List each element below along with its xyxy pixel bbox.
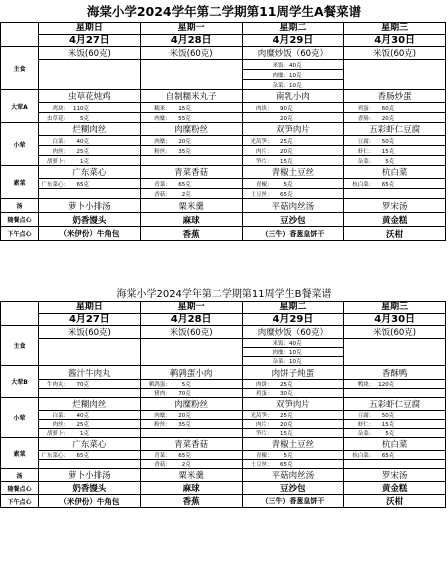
ingredient: 广东菜心： 65克 — [39, 179, 141, 189]
ingredient: 杂菜： 5克 — [344, 429, 446, 438]
ingredient — [344, 189, 446, 199]
menu-a-title: 海棠小学2024学年第二学期第11周学生A餐菜谱 — [86, 4, 362, 19]
ingredient: 青菜： 65克 — [140, 451, 242, 460]
dish: 罗宋汤 — [344, 199, 446, 213]
dish: 青菜香菇 — [140, 166, 242, 179]
ingredient: 白菜： 40克 — [39, 136, 141, 146]
dish: 香肠炒蛋 — [344, 90, 446, 103]
ingredient: 光莴笋： 25克 — [242, 136, 344, 146]
ingredient: 虾仁： 15克 — [344, 146, 446, 156]
day-header: 星期三 — [344, 302, 446, 314]
row-label-main: 大荤A — [1, 90, 39, 123]
ingredient: 杂菜：10克 — [242, 357, 344, 366]
dish: 豆沙包 — [242, 213, 344, 227]
dish: 黄金糕 — [344, 213, 446, 227]
ingredient: 鹌鹑蛋： 5克 — [140, 380, 242, 389]
ingredient: 肉糜：10克 — [242, 70, 344, 80]
ingredient: 肉丝： 25克 — [39, 146, 141, 156]
day-header: 星期二 — [242, 23, 344, 35]
dish: 肉糜粉丝 — [140, 398, 242, 411]
dish: 香蕉 — [140, 227, 242, 241]
day-header: 星期日 — [39, 302, 141, 314]
ingredient: 土豆丝： 65克 — [242, 460, 344, 469]
day-header: 星期三 — [344, 23, 446, 35]
dish: 双笋肉片 — [242, 123, 344, 136]
ingredient: 青椒： 5克 — [242, 179, 344, 189]
ingredient: 香肠： 20克 — [344, 113, 446, 123]
menu-a-table — [0, 22, 446, 241]
date-header: 4月28日 — [140, 314, 242, 326]
ingredient: 鸡块： 110克 — [39, 103, 141, 113]
date-header: 4月30日 — [344, 314, 446, 326]
ingredient: 胡萝卜： 1克 — [39, 156, 141, 166]
dish: 香酥鸭 — [344, 366, 446, 380]
dish: 黄金糕 — [344, 482, 446, 495]
dish: 沃柑 — [344, 495, 446, 508]
dish: 平菇肉丝汤 — [242, 199, 344, 213]
ingredient: 肉片： 20克 — [242, 146, 344, 156]
ingredient: 虫草花： 5克 — [39, 113, 141, 123]
dish: 米饭(60克) — [39, 326, 141, 339]
ingredient: 肉糜： 20克 — [140, 411, 242, 420]
ingredient: 杂菜：10克 — [242, 80, 344, 90]
dish: 杭白菜 — [344, 166, 446, 179]
row-label-staple: 主食 — [1, 47, 39, 90]
ingredient — [39, 460, 141, 469]
dish: 香蕉 — [140, 495, 242, 508]
ingredient: 香菇： 2克 — [140, 189, 242, 199]
dish: 虫草花炖鸡 — [39, 90, 141, 103]
ingredient: 鸡蛋： 30克 — [242, 389, 344, 398]
ingredient: 猪肉： 70克 — [140, 389, 242, 398]
ingredient — [39, 389, 141, 398]
ingredient: 豆腐： 50克 — [344, 411, 446, 420]
row-label-side: 小荤 — [1, 123, 39, 166]
dish: 南乳小肉 — [242, 90, 344, 103]
dish: 青椒土豆丝 — [242, 438, 344, 451]
ingredient — [344, 389, 446, 398]
ingredient: 香菇： 2克 — [140, 460, 242, 469]
dish: 五彩虾仁豆腐 — [344, 123, 446, 136]
date-header: 4月27日 — [39, 314, 141, 326]
ingredient: 豆腐： 50克 — [344, 136, 446, 146]
dish: 米饭(60克) — [140, 47, 242, 60]
day-header: 星期日 — [39, 23, 141, 35]
dish: 平菇肉丝汤 — [242, 469, 344, 482]
dish: 广东菜心 — [39, 166, 141, 179]
day-header: 星期一 — [140, 23, 242, 35]
ingredient: 肉块： 90克 — [242, 103, 344, 113]
ingredient: 胡萝卜： 1克 — [39, 429, 141, 438]
ingredient: 肉糜： 55克 — [140, 113, 242, 123]
ingredient: 20克 — [242, 113, 344, 123]
dish: 奶香馒头 — [39, 482, 141, 495]
ingredient — [140, 156, 242, 166]
dish: 罗宋汤 — [344, 469, 446, 482]
ingredient: 粉丝： 35克 — [140, 420, 242, 429]
dish: 肉糜炒饭（60克） — [242, 326, 344, 339]
ingredient: 笋片： 15克 — [242, 429, 344, 438]
dish: 双笋肉片 — [242, 398, 344, 411]
dish: 鹌鹑蛋小肉 — [140, 366, 242, 380]
dish: 奶香馒头 — [39, 213, 141, 227]
row-label-veg: 素菜 — [1, 438, 39, 469]
dish: 粟米羹 — [140, 469, 242, 482]
ingredient: 杭白菜： 65克 — [344, 179, 446, 189]
dish: 杭白菜 — [344, 438, 446, 451]
dish: （三牛）香葱皇饼干 — [242, 495, 344, 508]
row-label-side: 小荤 — [1, 398, 39, 438]
row-label-snack-meal: 随餐点心 — [1, 213, 39, 227]
date-header: 4月28日 — [140, 35, 242, 47]
dish: 自制糯米丸子 — [140, 90, 242, 103]
dish: 肉糜炒饭（60克） — [242, 47, 344, 60]
ingredient: 米饭：40克 — [242, 60, 344, 70]
dish: 青菜香菇 — [140, 438, 242, 451]
dish: （三牛）香葱皇饼干 — [242, 227, 344, 241]
menu-b-table — [0, 301, 446, 508]
dish: 萝卜小排汤 — [39, 199, 141, 213]
ingredient: 肉丝： 25克 — [39, 420, 141, 429]
date-header: 4月30日 — [344, 35, 446, 47]
corner-cell — [1, 23, 39, 47]
row-label-main: 大荤B — [1, 366, 39, 398]
dish: （米伊份）牛角包 — [39, 495, 141, 508]
ingredient: 虾仁： 15克 — [344, 420, 446, 429]
date-header: 4月29日 — [242, 35, 344, 47]
dish: 米饭(60克) — [39, 47, 141, 60]
ingredient: 青椒： 5克 — [242, 451, 344, 460]
dish: （米伊份）牛角包 — [39, 227, 141, 241]
dish: 五彩虾仁豆腐 — [344, 398, 446, 411]
ingredient: 牛肉丸： 70克 — [39, 380, 141, 389]
row-label-snack-meal: 随餐点心 — [1, 482, 39, 495]
dish: 广东菜心 — [39, 438, 141, 451]
ingredient: 笋片： 15克 — [242, 156, 344, 166]
dish: 麻球 — [140, 213, 242, 227]
ingredient: 广东菜心： 65克 — [39, 451, 141, 460]
ingredient — [140, 429, 242, 438]
row-label-veg: 素菜 — [1, 166, 39, 199]
ingredient: 鸡蛋： 60克 — [344, 103, 446, 113]
row-label-soup: 汤 — [1, 199, 39, 213]
dish: 米饭(60克) — [140, 326, 242, 339]
menu-b-title: 海棠小学2024学年第二学期第11周学生B餐菜谱 — [116, 289, 332, 300]
row-label-soup: 汤 — [1, 469, 39, 482]
dish: 米饭(60克) — [344, 326, 446, 339]
dish: 沃柑 — [344, 227, 446, 241]
row-label-snack-afternoon: 下午点心 — [1, 495, 39, 508]
ingredient: 白菜： 40克 — [39, 411, 141, 420]
ingredient: 青菜： 65克 — [140, 179, 242, 189]
ingredient: 杂菜： 5克 — [344, 156, 446, 166]
ingredient — [39, 189, 141, 199]
ingredient: 米饭：40克 — [242, 339, 344, 348]
ingredient: 肉糜：10克 — [242, 348, 344, 357]
dish: 肉饼子炖蛋 — [242, 366, 344, 380]
dish: 烂糊肉丝 — [39, 123, 141, 136]
ingredient: 肉糜： 20克 — [140, 136, 242, 146]
row-label-staple: 主食 — [1, 326, 39, 366]
ingredient — [344, 460, 446, 469]
dish: 麻球 — [140, 482, 242, 495]
ingredient: 光莴笋： 25克 — [242, 411, 344, 420]
dish: 米饭(60克) — [344, 47, 446, 60]
row-label-snack-afternoon: 下午点心 — [1, 227, 39, 241]
dish: 肉糜粉丝 — [140, 123, 242, 136]
dish: 酱汁牛肉丸 — [39, 366, 141, 380]
dish: 粟米羹 — [140, 199, 242, 213]
dish: 豆沙包 — [242, 482, 344, 495]
date-header: 4月27日 — [39, 35, 141, 47]
dish: 青椒土豆丝 — [242, 166, 344, 179]
ingredient: 鸭块： 120克 — [344, 380, 446, 389]
day-header: 星期二 — [242, 302, 344, 314]
ingredient: 土豆丝： 65克 — [242, 189, 344, 199]
date-header: 4月29日 — [242, 314, 344, 326]
dish: 烂糊肉丝 — [39, 398, 141, 411]
dish: 萝卜小排汤 — [39, 469, 141, 482]
ingredient: 杭白菜： 65克 — [344, 451, 446, 460]
corner-cell — [1, 302, 39, 326]
day-header: 星期一 — [140, 302, 242, 314]
ingredient: 肉片： 20克 — [242, 420, 344, 429]
ingredient: 粉丝： 35克 — [140, 146, 242, 156]
ingredient: 肉饼： 25克 — [242, 380, 344, 389]
ingredient: 糯米： 15克 — [140, 103, 242, 113]
